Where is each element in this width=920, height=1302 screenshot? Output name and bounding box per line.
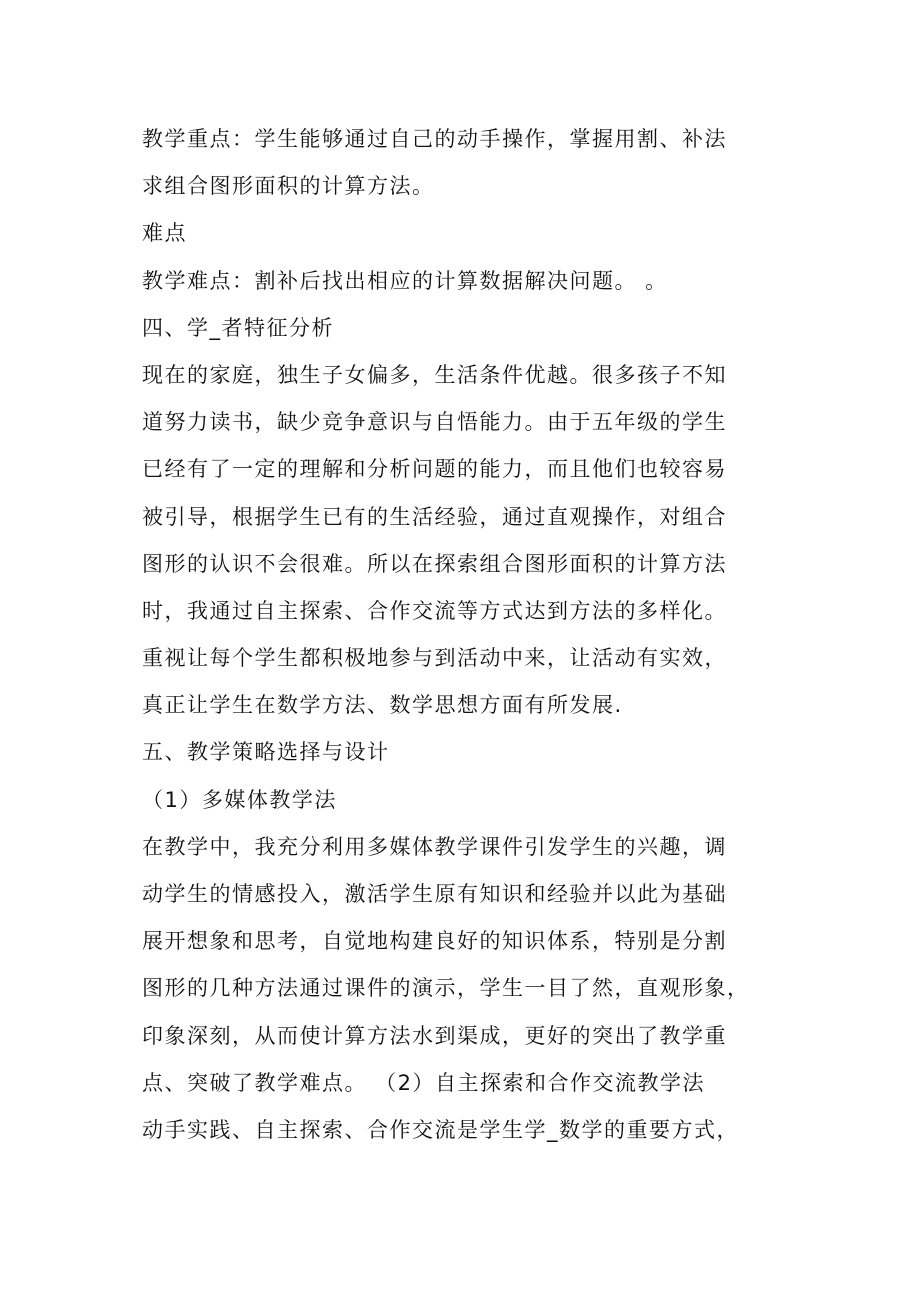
text-line: 现在的家庭，独生子女偏多，生活条件优越。很多孩子不知 [142,362,727,387]
section-heading: 四、学_者特征分析 [142,315,334,340]
text-line: 求组合图形面积的计算方法。 [142,174,435,199]
section-heading: 五、教学策略选择与设计 [142,740,390,765]
text-line: 已经有了一定的理解和分析问题的能力，而且他们也较容易 [142,457,727,482]
text-line: 时，我通过自主探索、合作交流等方式达到方法的多样化。 [142,598,727,623]
section-heading: 难点 [142,221,187,246]
subsection-heading: （1）多媒体教学法 [142,787,337,812]
text-line: 重视让每个学生都积极地参与到活动中来，让活动有实效， [142,646,727,671]
text-line: 印象深刻，从而使计算方法水到渠成，更好的突出了教学重 [142,1023,727,1048]
text-line: 在教学中，我充分利用多媒体教学课件引发学生的兴趣，调 [142,834,727,859]
text-line: 动学生的情感投入，激活学生原有知识和经验并以此为基础 [142,882,727,906]
text-line: 道努力读书，缺少竞争意识与自悟能力。由于五年级的学生 [142,410,727,435]
text-line: 被引导，根据学生已有的生活经验，通过直观操作，对组合 [142,504,727,529]
text-line: 图形的几种方法通过课件的演示，学生一目了然，直观形象， [142,976,750,1001]
text-line: 教学重点：学生能够通过自己的动手操作，掌握用割、补法 [142,127,727,151]
text-line: 真正让学生在数学方法、数学思想方面有所发展. [142,693,623,718]
text-line: 点、突破了教学难点。 （2）自主探索和合作交流教学法 [142,1070,706,1095]
text-line: 展开想象和思考，自觉地构建良好的知识体系，特别是分割 [142,929,727,954]
text-line: 图形的认识不会很难。所以在探索组合图形面积的计算方法 [142,551,727,576]
text-line: 动手实践、自主探索、合作交流是学生学_数学的重要方式， [142,1117,739,1142]
document-body [142,116,802,1154]
text-line: 教学难点：割补后找出相应的计算数据解决问题。 。 [142,268,668,293]
